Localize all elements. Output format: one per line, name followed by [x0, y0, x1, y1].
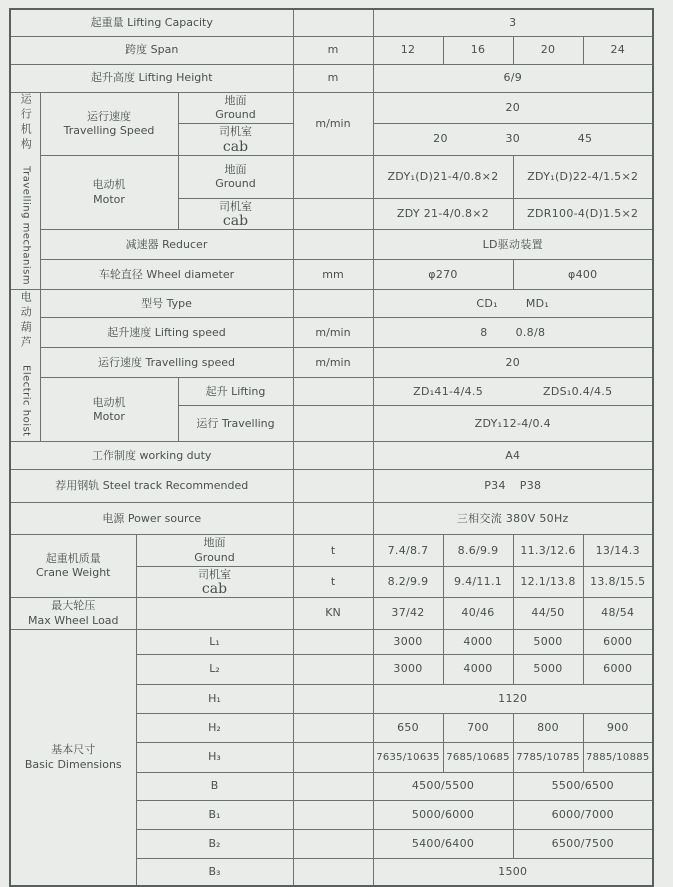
dim-h3-value-2: 7685/10685 [443, 742, 513, 772]
row-steel-track [10, 470, 653, 503]
crane-weight-cab-value-4: 13.8/15.5 [583, 566, 653, 597]
dim-b2-unit-empty [293, 829, 373, 858]
dim-b1-value-1: 5000/6000 [373, 800, 513, 829]
dim-l1-value-4: 6000 [583, 629, 653, 654]
dim-h3-value-3: 7785/10785 [513, 742, 583, 772]
dim-b3-label: B₃ [136, 858, 293, 886]
wheel-diameter-value-1: φ270 [373, 260, 513, 290]
max-wheel-load-value-1: 37/42 [373, 598, 443, 630]
crane-weight-ground-value-3: 11.3/12.6 [513, 535, 583, 567]
hoist-travelling-speed-value: 20 [373, 348, 653, 378]
lifting-height-unit: m [293, 64, 373, 92]
dim-h2-label: H₂ [136, 713, 293, 742]
max-wheel-load-value-4: 48/54 [583, 598, 653, 630]
dim-l1-value-3: 5000 [513, 629, 583, 654]
dim-h3-label: H₃ [136, 742, 293, 772]
span-value-16: 16 [443, 36, 513, 64]
wheel-diameter-value-2: φ400 [513, 260, 653, 290]
travel-speed-ground-sublabel: 地面 Ground [178, 92, 293, 124]
dim-b-value-2: 5500/6500 [513, 772, 653, 800]
max-wheel-load-value-3: 44/50 [513, 598, 583, 630]
dim-h2-value-2: 700 [443, 713, 513, 742]
dim-l2-value-4: 6000 [583, 654, 653, 684]
span-value-20: 20 [513, 36, 583, 64]
wheel-diameter-label: 车轮直径 Wheel diameter [40, 260, 293, 290]
crane-weight-cab-value-1: 8.2/9.9 [373, 566, 443, 597]
crane-weight-ground-sublabel: 地面 Ground [136, 535, 293, 567]
dim-l2-value-1: 3000 [373, 654, 443, 684]
row-max-wheel-load [10, 598, 653, 630]
dim-l2-value-3: 5000 [513, 654, 583, 684]
crane-weight-label: 起重机质量 Crane Weight [10, 535, 136, 598]
crane-weight-cab-value-2: 9.4/11.1 [443, 566, 513, 597]
dim-h3-value-4: 7885/10885 [583, 742, 653, 772]
dim-b3-value: 1500 [373, 858, 653, 886]
hoist-type-values: CD₁ MD₁ [373, 290, 653, 318]
max-wheel-load-unit: KN [293, 598, 373, 630]
lifting-capacity-label: 起重量 Lifting Capacity [10, 9, 293, 36]
dim-h2-value-3: 800 [513, 713, 583, 742]
row-wheel-diameter [10, 260, 653, 290]
hoist-lifting-speed-unit: m/min [293, 318, 373, 348]
lifting-capacity-value: 3 [373, 9, 653, 36]
dim-h3-value-1: 7635/10635 [373, 742, 443, 772]
basic-dimensions-label: 基本尺寸 Basic Dimensions [10, 629, 136, 886]
row-lifting-height [10, 64, 653, 92]
section-travelling-mechanism [10, 92, 40, 290]
dim-l2-unit-empty [293, 654, 373, 684]
steel-track-unit-empty [293, 470, 373, 503]
dim-h1-value: 1120 [373, 684, 653, 713]
crane-weight-ground-unit: t [293, 535, 373, 567]
hoist-motor-travelling-unit-empty [293, 406, 373, 442]
span-label: 跨度 Span [10, 36, 293, 64]
reducer-unit-empty [293, 230, 373, 260]
hoist-motor-label: 电动机 Motor [40, 378, 178, 442]
travel-motor-cab-value-2: ZDR100-4(D)1.5×2 [513, 199, 653, 230]
dim-h1-label: H₁ [136, 684, 293, 713]
dim-l2-value-2: 4000 [443, 654, 513, 684]
power-source-unit-empty [293, 503, 373, 535]
travel-speed-ground-value: 20 [373, 92, 653, 124]
steel-track-values: P34 P38 [373, 470, 653, 503]
dim-l1-value-2: 4000 [443, 629, 513, 654]
crane-weight-ground-value-1: 7.4/8.7 [373, 535, 443, 567]
travel-speed-label: 运行速度 Travelling Speed [40, 92, 178, 156]
dim-b1-unit-empty [293, 800, 373, 829]
hoist-motor-travelling-sublabel: 运行 Travelling [178, 406, 293, 442]
hoist-type-unit-empty [293, 290, 373, 318]
travel-motor-cab-unit-empty [293, 199, 373, 230]
dim-b2-value-2: 6500/7500 [513, 829, 653, 858]
dim-b-unit-empty [293, 772, 373, 800]
section-electric-hoist [10, 290, 40, 442]
dim-h2-value-1: 650 [373, 713, 443, 742]
max-wheel-load-sub-empty [136, 598, 293, 630]
crane-weight-ground-value-4: 13/14.3 [583, 535, 653, 567]
row-hoist-type [10, 290, 653, 318]
row-working-duty [10, 442, 653, 470]
hoist-motor-lifting-values: ZD₁41-4/4.5 ZDS₁0.4/4.5 [373, 378, 653, 406]
crane-weight-cab-sublabel: 司机室 cab [136, 566, 293, 597]
dim-h2-value-4: 900 [583, 713, 653, 742]
travel-speed-cab-values: 20 30 45 [373, 124, 653, 156]
power-source-label: 电源 Power source [10, 503, 293, 535]
lifting-capacity-unit-empty [293, 9, 373, 36]
electric-hoist-vertical-label: 电动葫芦 Electric hoist [19, 291, 33, 437]
dim-l1-value-1: 3000 [373, 629, 443, 654]
power-source-value: 三相交流 380V 50Hz [373, 503, 653, 535]
travel-motor-ground-value-2: ZDY₁(D)22-4/1.5×2 [513, 156, 653, 199]
travel-speed-cab-sublabel: 司机室 cab [178, 124, 293, 156]
hoist-travelling-speed-label: 运行速度 Travelling speed [40, 348, 293, 378]
dim-b2-label: B₂ [136, 829, 293, 858]
dim-l1-unit-empty [293, 629, 373, 654]
travel-speed-unit: m/min [293, 92, 373, 156]
row-hoist-lifting-speed [10, 318, 653, 348]
crane-weight-ground-value-2: 8.6/9.9 [443, 535, 513, 567]
travel-motor-ground-value-1: ZDY₁(D)21-4/0.8×2 [373, 156, 513, 199]
row-reducer [10, 230, 653, 260]
max-wheel-load-value-2: 40/46 [443, 598, 513, 630]
row-travel-motor-ground [10, 156, 653, 199]
lifting-height-value: 6/9 [373, 64, 653, 92]
hoist-travelling-speed-unit: m/min [293, 348, 373, 378]
dim-l1-label: L₁ [136, 629, 293, 654]
dim-b1-value-2: 6000/7000 [513, 800, 653, 829]
span-value-12: 12 [373, 36, 443, 64]
row-dim-l1 [10, 629, 653, 654]
travel-motor-cab-value-1: ZDY 21-4/0.8×2 [373, 199, 513, 230]
working-duty-value: A4 [373, 442, 653, 470]
span-unit: m [293, 36, 373, 64]
dim-l2-label: L₂ [136, 654, 293, 684]
dim-b2-value-1: 5400/6400 [373, 829, 513, 858]
row-power-source [10, 503, 653, 535]
working-duty-unit-empty [293, 442, 373, 470]
row-span [10, 36, 653, 64]
dim-b-value-1: 4500/5500 [373, 772, 513, 800]
dim-b-label: B [136, 772, 293, 800]
lifting-height-label: 起升高度 Lifting Height [10, 64, 293, 92]
steel-track-label: 荐用钢轨 Steel track Recommended [10, 470, 293, 503]
dim-h3-unit-empty [293, 742, 373, 772]
row-hoist-motor-lifting [10, 378, 653, 406]
span-value-24: 24 [583, 36, 653, 64]
crane-spec-table [9, 8, 654, 887]
hoist-lifting-speed-values: 8 0.8/8 [373, 318, 653, 348]
reducer-value: LD驱动装置 [373, 230, 653, 260]
travel-motor-ground-unit-empty [293, 156, 373, 199]
hoist-motor-lifting-sublabel: 起升 Lifting [178, 378, 293, 406]
travel-motor-label: 电动机 Motor [40, 156, 178, 230]
working-duty-label: 工作制度 working duty [10, 442, 293, 470]
crane-weight-cab-unit: t [293, 566, 373, 597]
hoist-motor-lifting-unit-empty [293, 378, 373, 406]
wheel-diameter-unit: mm [293, 260, 373, 290]
travelling-mechanism-vertical-label: 运行机构 Travelling mechanism [19, 92, 33, 286]
hoist-motor-travelling-value: ZDY₁12-4/0.4 [373, 406, 653, 442]
travel-motor-cab-sublabel: 司机室 cab [178, 199, 293, 230]
hoist-type-label: 型号 Type [40, 290, 293, 318]
row-travel-speed-ground [10, 92, 653, 124]
row-lifting-capacity [10, 9, 653, 36]
dim-h2-unit-empty [293, 713, 373, 742]
crane-weight-cab-value-3: 12.1/13.8 [513, 566, 583, 597]
travel-motor-ground-sublabel: 地面 Ground [178, 156, 293, 199]
max-wheel-load-label: 最大轮压 Max Wheel Load [10, 598, 136, 630]
hoist-lifting-speed-label: 起升速度 Lifting speed [40, 318, 293, 348]
dim-h1-unit-empty [293, 684, 373, 713]
dim-b1-label: B₁ [136, 800, 293, 829]
dim-b3-unit-empty [293, 858, 373, 886]
reducer-label: 减速器 Reducer [40, 230, 293, 260]
row-hoist-travelling-speed [10, 348, 653, 378]
row-crane-weight-ground [10, 535, 653, 567]
